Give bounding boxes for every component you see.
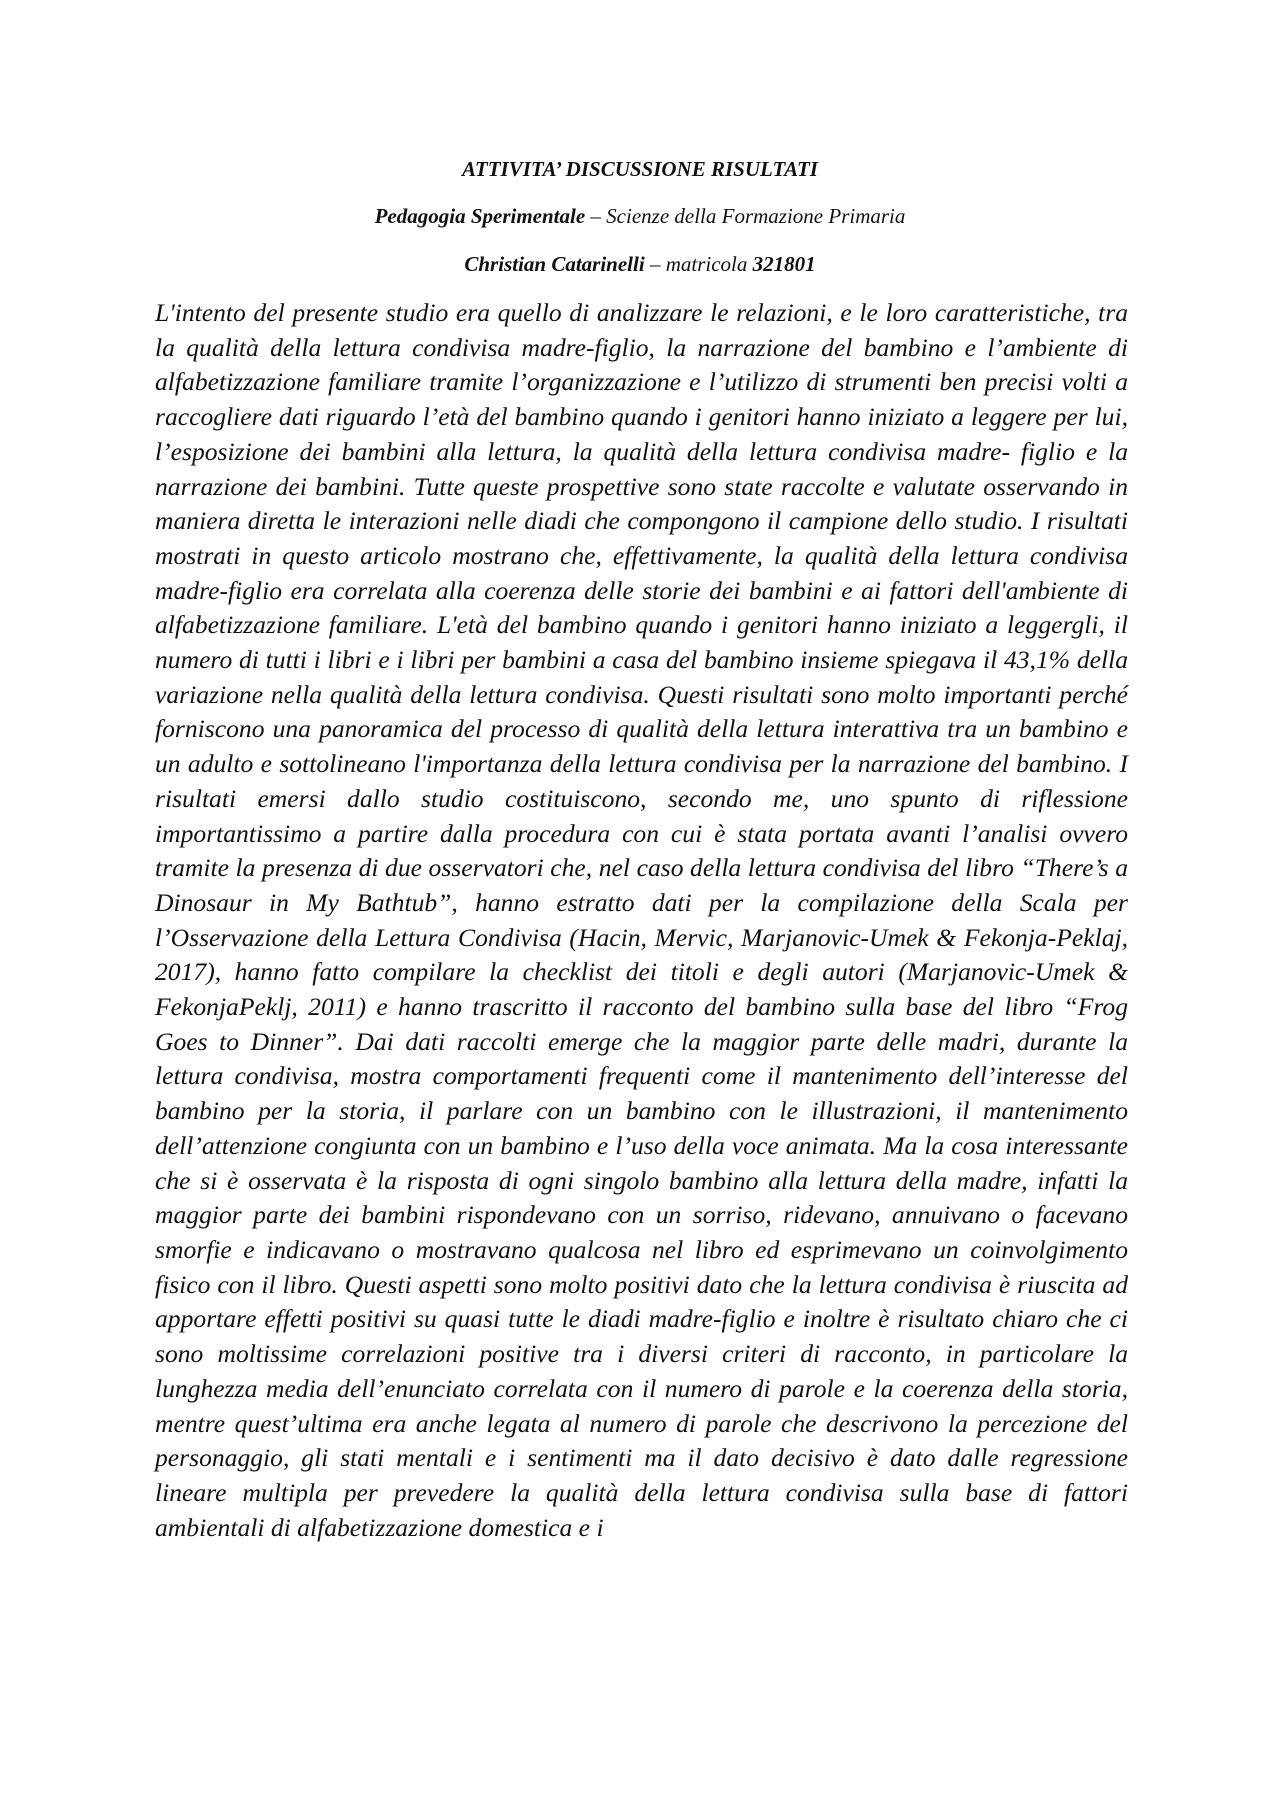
author-line	[0, 251, 1280, 277]
course-separator: –	[585, 204, 607, 228]
document-title: ATTIVITA’ DISCUSSIONE RISULTATI	[462, 157, 818, 181]
body-paragraph: L'intento del presente studio era quello di analizzare le relazioni, e le loro caratteristiche, tra la qualità della lettura condivisa madre-figlio, la narrazione del bambino e l’ambiente di alfabetizzazione familiare tramite l’organizzazione e l’utilizzo di strumenti ben precisi volti a raccogliere dati riguardo l’età del bambino quando i genitori hanno iniziato a leggere per lui, l’esposizione dei bambini alla lettura, la qualità della lettura condivisa madre- figlio e la narrazione dei bambini. Tutte queste prospettive sono state raccolte e valutate osservando in maniera diretta le interazioni nelle diadi che compongono il campione dello studio. I risultati mostrati in questo articolo mostrano che, effettivamente, la qualità della lettura condivisa madre-figlio era correlata alla coerenza delle storie dei bambini e ai fattori dell'ambiente di alfabetizzazione familiare. L'età del bambino quando i genitori hanno iniziato a leggergli, il numero di tutti i libri e i libri per bambini a casa del bambino insieme spiegava il 43,1% della variazione nella qualità della lettura condivisa. Questi risultati sono molto importanti perché forniscono una panoramica del processo di qualità della lettura interattiva tra un bambino e un adulto e sottolineano l'importanza della lettura condivisa per la narrazione del bambino. I risultati emersi dallo studio costituiscono, secondo me, uno spunto di riflessione importantissimo a partire dalla procedura con cui è stata portata avanti l’analisi ovvero tramite la presenza di due osservatori che, nel caso della lettura condivisa del libro “There’s a Dinosaur in My Bathtub”, hanno estratto dati per la compilazione della Scala per l’Osservazione della Lettura Condivisa (Hacin, Mervic, Marjanovic-Umek & Fekonja-Peklaj, 2017), hanno fatto compilare la checklist dei titoli e degli autori (Marjanovic-Umek & FekonjaPeklj, 2011) e hanno trascritto il racconto del bambino sulla base del libro “Frog Goes to Dinner”. Dai dati raccolti emerge che la maggior parte delle madri, durante la lettura condivisa, mostra comportamenti frequenti come il mantenimento dell’interesse del bambino per la storia, il parlare con un bambino con le illustrazioni, il mantenimento dell’attenzione congiunta con un bambino e l’uso della voce animata. Ma la cosa interessante che si è osservata è la risposta di ogni singolo bambino alla lettura della madre, infatti la maggior parte dei bambini rispondevano con un sorriso, ridevano, annuivano o facevano smorfie e indicavano o mostravano qualcosa nel libro ed esprimevano un coinvolgimento fisico con il libro. Questi aspetti sono molto positivi dato che la lettura condivisa è riuscita ad apportare effetti positivi su quasi tutte le diadi madre-figlio e inoltre è risultato chiaro che ci sono moltissime correlazioni positive tra i diversi criteri di racconto, in particolare la lunghezza media dell’enunciato correlata con il numero di parole e la coerenza della storia, mentre quest’ultima era anche legata al numero di parole che descrivono la percezione del personaggio, gli stati mentali e i sentimenti ma il dato decisivo è dato dalle regressione lineare multipla per prevedere la qualità della lettura condivisa sulla base di fattori ambientali di alfabetizzazione domestica e i	[155, 298, 1128, 1542]
author-name: Christian Catarinelli	[464, 252, 645, 276]
course-line	[0, 203, 1280, 229]
course-degree: Scienze della Formazione Primaria	[606, 204, 906, 228]
author-separator: –	[644, 252, 666, 276]
course-name: Pedagogia Sperimentale	[374, 204, 586, 228]
matricola-number: 321801	[752, 252, 816, 276]
matricola-label: matricola	[665, 252, 753, 276]
